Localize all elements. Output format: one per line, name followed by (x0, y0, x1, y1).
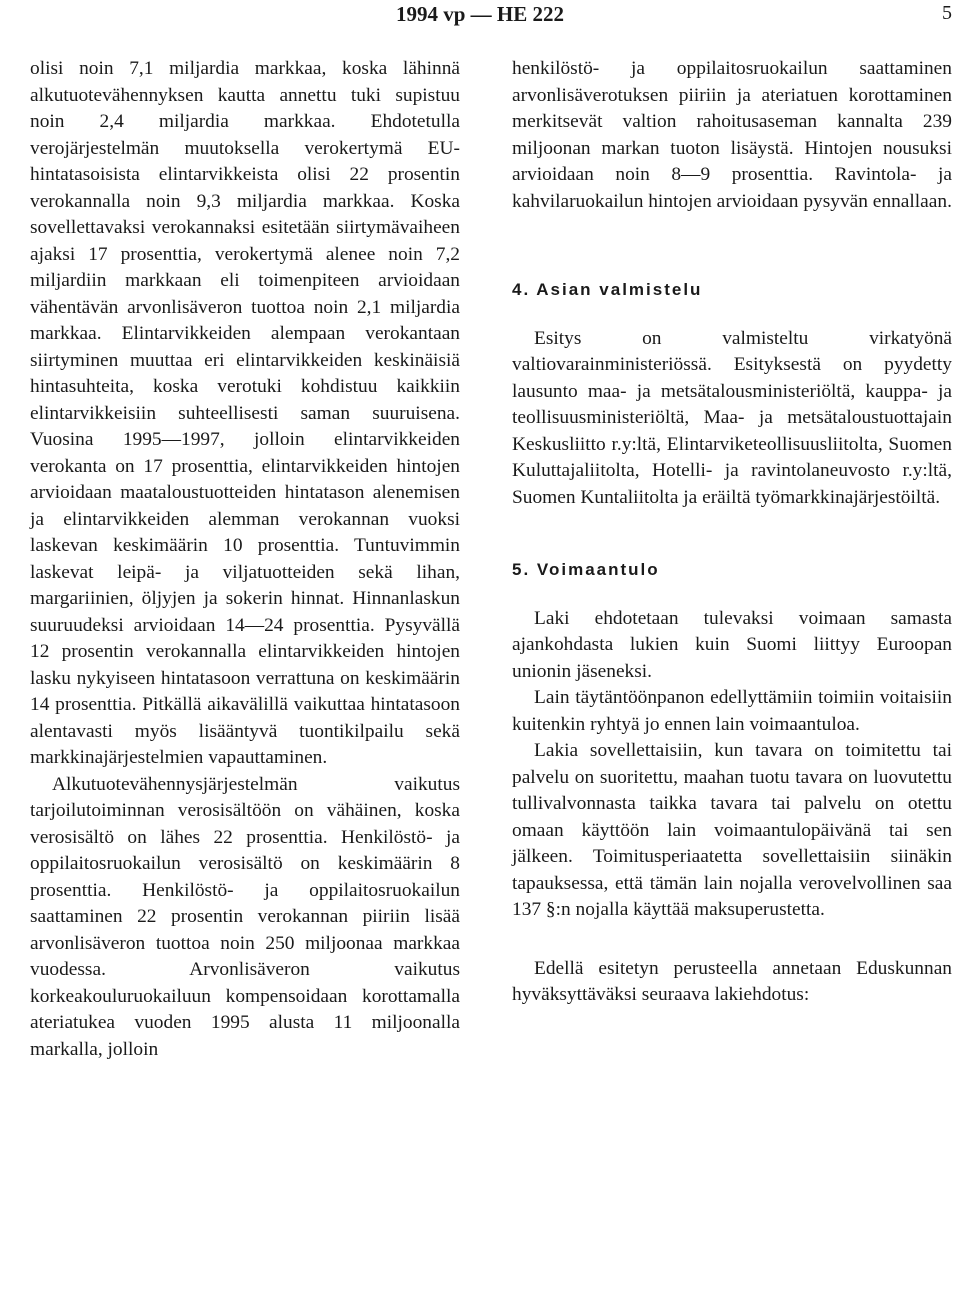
paragraph: Esitys on valmisteltu virkatyönä valtiovarainministeriössä. Esityksestä on pyydetty lausunto maa- ja metsätalousministeriöltä, kauppa- ja teollisuusministeriöltä, Maa- ja metsätaloustuottajain Keskusliitto r.y:ltä, Elintarviketeollisuusliitolta, Suomen Kuluttajaliitolta, Hotelli- ja ravintolaneuvosto r.y:ltä, Suomen Kuntaliitolta ja eräiltä työmarkkinajärjestöiltä. (512, 327, 952, 508)
closing-paragraph: Edellä esitetyn perusteella annetaan Eduskunnan hyväksyttäväksi seuraava lakiehdotus: (512, 957, 952, 1005)
paragraph: Laki ehdotetaan tulevaksi voimaan samasta ajankohdasta lukien kuin Suomi liittyy Euroopan unionin jäseneksi. (512, 607, 952, 682)
page-header (0, 0, 960, 40)
section-heading-5: 5. Voimaantulo (512, 560, 660, 579)
page-number: 5 (942, 2, 952, 24)
left-column (30, 56, 460, 1063)
paragraph: Lakia sovellettaisiin, kun tavara on toimitettu tai palvelu on suoritettu, maahan tuotu tavara on luovutettu tullivalvonnasta taikka tavara tai palvelu on otettu omaan käyttöön lain voimaantulopäivänä tai sen jälkeen. Toimitusperiaatetta sovellettaisiin siinäkin tapauksessa, että tämän lain nojalla verovelvollinen saa 137 §:n nojalla käyttää maksuperustetta. (512, 740, 952, 920)
spacer (512, 924, 952, 956)
spacer (512, 304, 952, 326)
spacer (512, 584, 952, 606)
paragraph: olisi noin 7,1 miljardia markkaa, koska lähinnä alkutuotevähennyksen kautta annettu tuki supistuu noin 2,4 miljardia markkaa. Ehdotetulla verojärjestelmän muutoksella verokertymä EU-hintatasoisista elintarvikkeista olisi 22 prosentin verokannalla noin 9,3 miljardia markkaa. Koska sovellettavaksi verokannaksi esitetään siirtymävaiheen ajaksi 17 prosenttia, verokertymä alenee noin 7,2 miljardiin markkaan eli toimenpiteen arvioidaan vähentävän arvonlisäveron tuottoa noin 2,1 miljardia markkaa. Elintarvikkeiden alempaan verokantaan siirtyminen muuttaa eri elintarvikkeiden keskinäisiä hintasuhteita, koska verotuki kohdistuu kaikkiin elintarvikkeisiin suhteellisesti saman suuruisena. Vuosina 1995—1997, jolloin elintarvikkeiden verokanta on 17 prosenttia, elintarvikkeiden hintojen arvioidaan maataloustuotteiden hintatason alenemisen ja elintarvikkeiden alemman verokannan vuoksi laskevan keskimäärin 10 prosenttia. Tuntuvimmin laskevat leipä- ja viljatuotteiden sekä lihan, margariinien, öljyjen ja sokerin hinnat. Hinnanlaskun suuruudeksi arvioidaan 14—24 prosenttia. Pysyvällä 12 prosentin verokannalla elintarvikkeiden hintojen lasku nykyiseen hintatasoon verrattuna on keskimäärin 14 prosenttia. Pitkällä aikavälillä vaikuttaa hintatasoon alentavasti myös lisääntyvä tuontikilpailu sekä markkinajärjestelmien vapauttaminen. (30, 58, 460, 768)
spacer (512, 215, 952, 277)
document-title: 1994 vp — HE 222 (395, 2, 565, 26)
spacer (512, 511, 952, 557)
paragraph: Lain täytäntöönpanon edellyttämiin toimiin voitaisiin kuitenkin ryhtyä jo ennen lain voimaantuloa. (512, 687, 952, 735)
right-column (512, 56, 952, 1009)
section-heading-4: 4. Asian valmistelu (512, 280, 703, 299)
paragraph: henkilöstö- ja oppilaitosruokailun saattaminen arvonlisäverotuksen piiriin ja ateriatuen korottaminen merkitsevät valtion rahoitusaseman kannalta 239 miljoonan markan tuoton lisäystä. Hintojen nousuksi arvioidaan noin 8—9 prosenttia. Ravintola- ja kahvilaruokailun hintojen arvioidaan pysyvän ennallaan. (512, 58, 952, 212)
paragraph: Alkutuotevähennysjärjestelmän vaikutus tarjoilutoiminnan verosisältöön on vähäinen, koska verosisältö on lähes 22 prosenttia. Henkilöstö- ja oppilaitosruokailun verosisältö on keskimäärin 8 prosenttia. Henkilöstö- ja oppilaitosruokailun saattaminen 22 prosentin verokannan piiriin lisää arvonlisäveron tuottoa noin 250 miljoonaa markkaa vuodessa. Arvonlisäveron vaikutus korkeakouluruokailuun kompensoidaan korottamalla ateriatukea vuoden 1995 alusta 11 miljoonalla markalla, jolloin (30, 773, 460, 1060)
